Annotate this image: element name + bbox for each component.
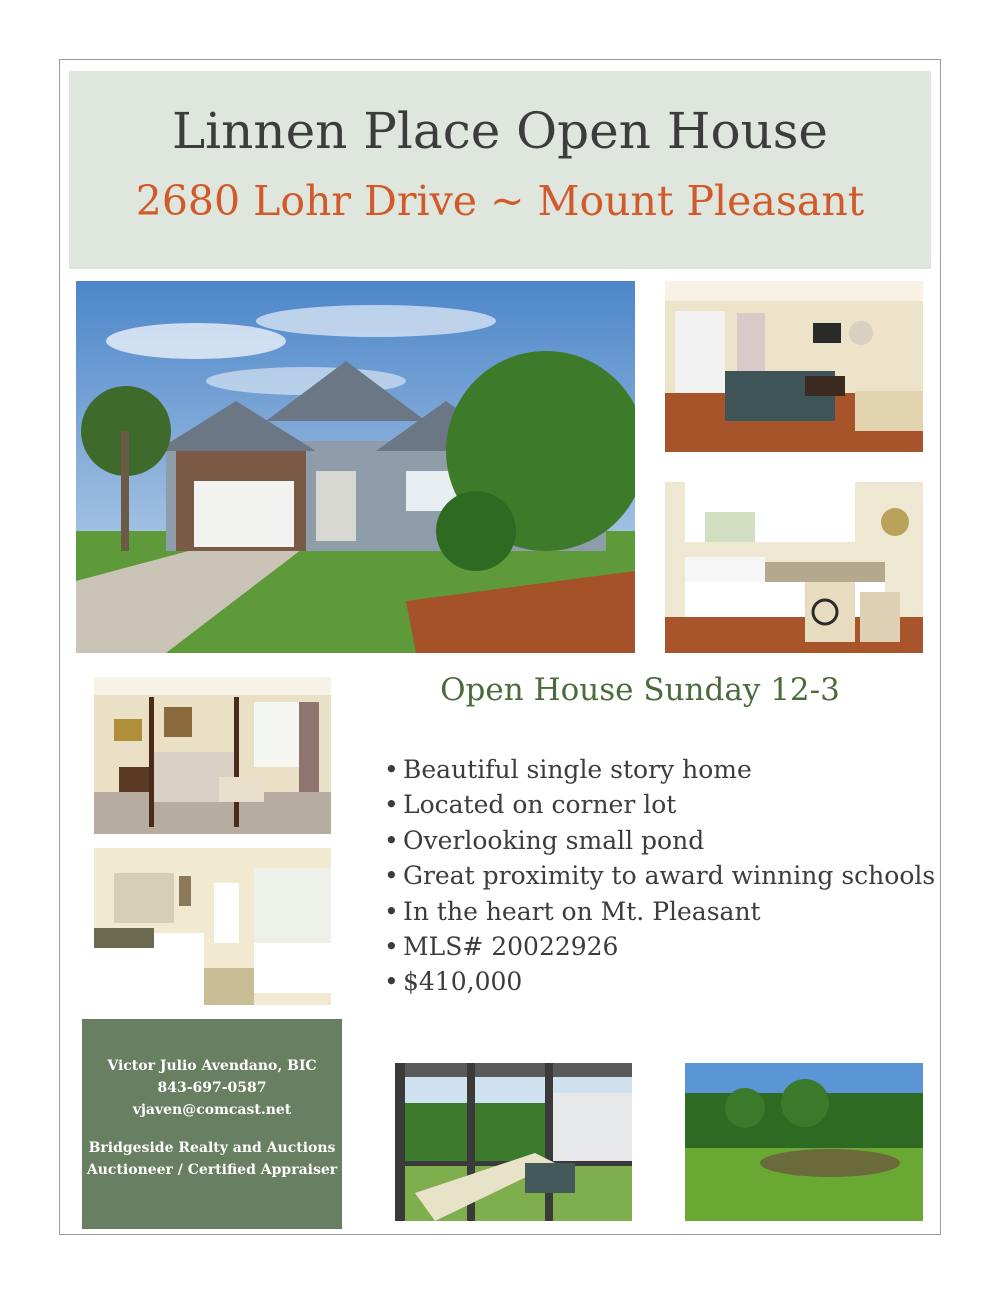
living-room-photo: [665, 281, 923, 452]
feature-item: • In the heart on Mt. Pleasant: [384, 894, 935, 929]
screened-porch-photo: [395, 1063, 632, 1221]
feature-item: • Beautiful single story home: [384, 752, 935, 787]
feature-item: • $410,000: [384, 964, 935, 999]
pond-photo: [685, 1063, 923, 1221]
feature-item: • MLS# 20022926: [384, 929, 935, 964]
agent-email: vjaven@comcast.net: [132, 1102, 292, 1118]
agent-contact-box: [82, 1019, 342, 1229]
feature-list: [384, 752, 935, 1000]
feature-item: • Overlooking small pond: [384, 823, 935, 858]
agent-company: Bridgeside Realty and Auctions: [88, 1140, 336, 1156]
house-exterior-photo: [76, 281, 635, 653]
kitchen-photo: [665, 482, 923, 653]
bathroom-photo: [94, 848, 331, 1005]
bedroom-photo: [94, 677, 331, 834]
feature-item: • Great proximity to award winning schools: [384, 858, 935, 893]
agent-title: Auctioneer / Certified Appraiser: [86, 1162, 338, 1178]
page-title: Linnen Place Open House: [171, 102, 829, 160]
agent-name: Victor Julio Avendano, BIC: [107, 1058, 317, 1074]
feature-item: • Located on corner lot: [384, 787, 935, 822]
header-banner: [69, 71, 931, 269]
open-house-time: Open House Sunday 12-3: [440, 672, 840, 708]
agent-phone: 843-697-0587: [157, 1080, 267, 1096]
property-address: 2680 Lohr Drive ~ Mount Pleasant: [135, 177, 865, 225]
